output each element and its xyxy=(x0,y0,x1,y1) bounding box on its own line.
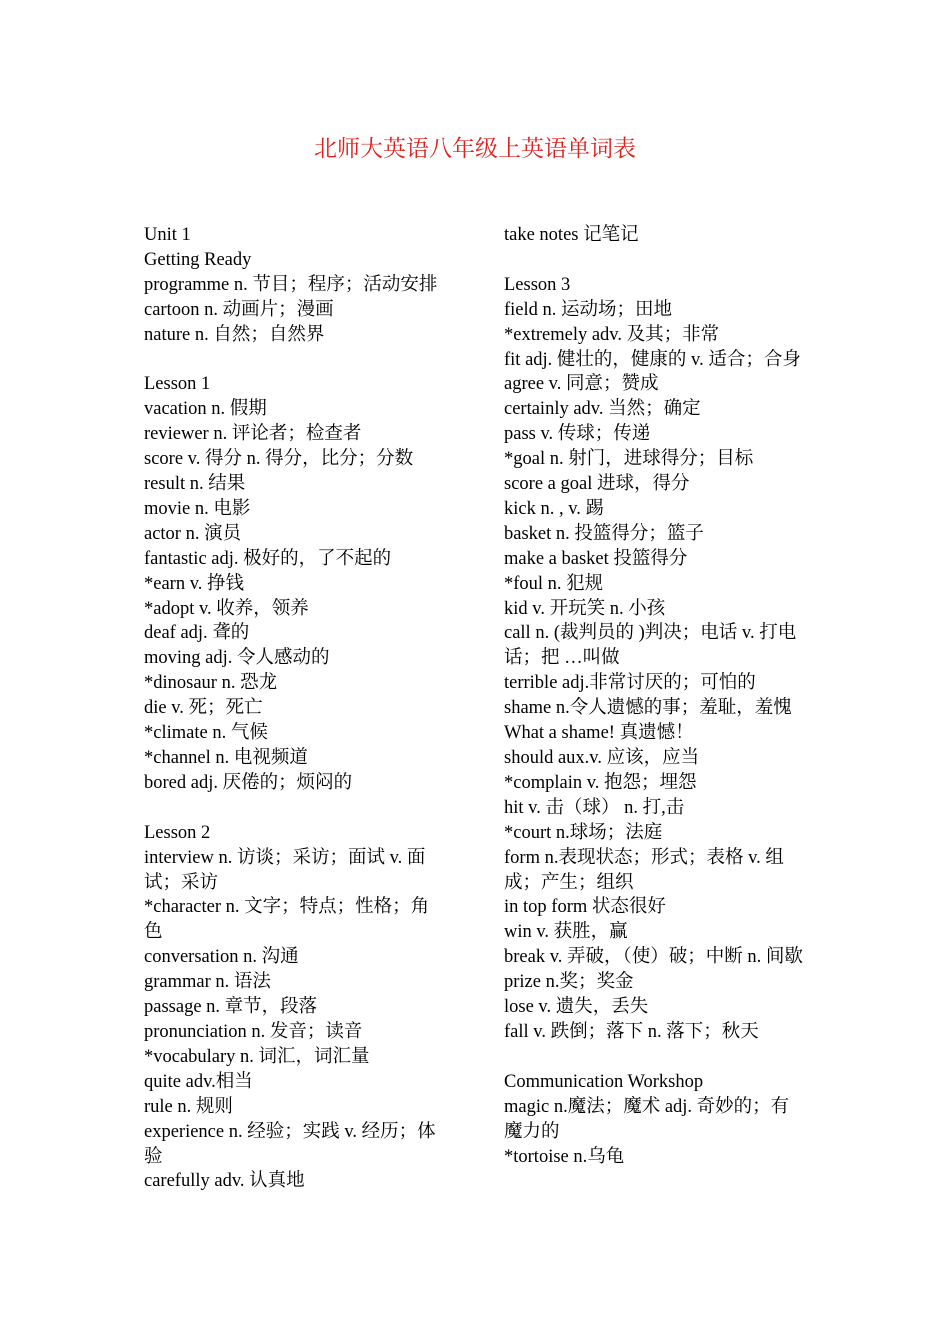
blank-line xyxy=(504,1045,804,1070)
word-entry: Getting Ready xyxy=(144,249,252,270)
word-entry: fit adj. 健壮的，健康的 v. 适合；合身 xyxy=(504,349,801,370)
blank-line xyxy=(144,796,444,821)
word-entry: Lesson 3 xyxy=(504,274,571,295)
word-entry: fall v. 跌倒；落下 n. 落下；秋天 xyxy=(504,1021,759,1042)
word-entry: form n.表现状态；形式；表格 v. 组成；产生；组织 xyxy=(504,847,784,893)
word-entry: take notes 记笔记 xyxy=(504,225,639,245)
word-entry: *extremely adv. 及其；非常 xyxy=(504,324,720,345)
word-entry: nature n. 自然；自然界 xyxy=(144,324,325,345)
word-entry: Unit 1 xyxy=(144,225,191,245)
word-entry: What a shame! 真遗憾！ xyxy=(504,723,694,744)
word-entry: *court n.球场；法庭 xyxy=(504,822,663,843)
word-entry: *climate n. 气候 xyxy=(144,723,268,744)
blank-line xyxy=(144,348,444,373)
word-entry: *dinosaur n. 恐龙 xyxy=(144,673,278,694)
word-entry: lose v. 遗失，丢失 xyxy=(504,997,649,1018)
word-entry: interview n. 访谈；采访；面试 v. 面试；采访 xyxy=(144,847,426,893)
word-entry: die v. 死；死亡 xyxy=(144,698,263,719)
word-entry: *adopt v. 收养，领养 xyxy=(144,598,309,619)
word-entry: conversation n. 沟通 xyxy=(144,947,299,968)
word-entry: call n. (裁判员的 )判决；电话 v. 打电话；把 …叫做 xyxy=(504,623,797,669)
word-entry: vacation n. 假期 xyxy=(144,399,267,420)
page-title: 北师大英语八年级上英语单词表 xyxy=(314,136,636,161)
word-entry: make a basket 投篮得分 xyxy=(504,548,688,569)
word-entry: fantastic adj. 极好的，了不起的 xyxy=(144,548,392,569)
word-entry: kick n. , v. 踢 xyxy=(504,498,605,519)
word-entry: *earn v. 挣钱 xyxy=(144,573,245,594)
word-entry: bored adj. 厌倦的；烦闷的 xyxy=(144,772,353,793)
word-entry: moving adj. 令人感动的 xyxy=(144,648,330,669)
word-entry: prize n.奖；奖金 xyxy=(504,972,634,993)
word-entry: rule n. 规则 xyxy=(144,1096,233,1117)
word-entry: terrible adj.非常讨厌的；可怕的 xyxy=(504,673,756,694)
word-entry: actor n. 演员 xyxy=(144,523,242,544)
blank-line xyxy=(504,248,804,273)
word-entry: pronunciation n. 发音；读音 xyxy=(144,1021,363,1042)
word-entry: *goal n. 射门，进球得分；目标 xyxy=(504,449,754,470)
word-entry: field n. 运动场；田地 xyxy=(504,299,673,320)
word-entry: *character n. 文字；特点；性格；角色 xyxy=(144,897,430,943)
word-entry: kid v. 开玩笑 n. 小孩 xyxy=(504,598,666,619)
word-entry: *complain v. 抱怨；埋怨 xyxy=(504,772,697,793)
word-entry: agree v. 同意；赞成 xyxy=(504,374,659,395)
word-entry: break v. 弄破，（使）破；中断 n. 间歇 xyxy=(504,947,803,968)
word-entry: experience n. 经验；实践 v. 经历；体验 xyxy=(144,1121,436,1167)
word-entry: magic n.魔法；魔术 adj. 奇妙的；有魔力的 xyxy=(504,1096,790,1142)
word-entry: result n. 结果 xyxy=(144,474,246,495)
word-entry: *vocabulary n. 词汇，词汇量 xyxy=(144,1046,370,1067)
word-entry: hit v. 击（球） n. 打,击 xyxy=(504,797,685,818)
word-entry: cartoon n. 动画片；漫画 xyxy=(144,299,334,320)
word-entry: carefully adv. 认真地 xyxy=(144,1171,305,1192)
word-entry: deaf adj. 聋的 xyxy=(144,623,250,644)
word-entry: basket n. 投篮得分；篮子 xyxy=(504,523,704,544)
word-entry: Communication Workshop xyxy=(504,1071,704,1092)
word-entry: quite adv.相当 xyxy=(144,1071,253,1092)
word-entry: Lesson 1 xyxy=(144,374,211,395)
word-entry: certainly adv. 当然；确定 xyxy=(504,399,701,420)
word-entry: *channel n. 电视频道 xyxy=(144,748,308,769)
word-entry: score v. 得分 n. 得分，比分；分数 xyxy=(144,449,414,470)
word-entry: win v. 获胜，赢 xyxy=(504,922,628,943)
word-entry: should aux.v. 应该，应当 xyxy=(504,748,700,769)
word-entry: *foul n. 犯规 xyxy=(504,573,604,594)
word-entry: shame n.令人遗憾的事；羞耻，羞愧 xyxy=(504,698,792,719)
word-entry: score a goal 进球，得分 xyxy=(504,474,690,495)
word-entry: grammar n. 语法 xyxy=(144,972,271,993)
word-list-right-column xyxy=(504,223,804,1169)
word-entry: movie n. 电影 xyxy=(144,498,251,519)
word-entry: reviewer n. 评论者；检查者 xyxy=(144,424,362,445)
word-entry: programme n. 节目；程序；活动安排 xyxy=(144,274,438,295)
word-list-left-column xyxy=(144,223,444,1194)
word-entry: Lesson 2 xyxy=(144,822,211,843)
word-entry: in top form 状态很好 xyxy=(504,897,666,918)
word-entry: *tortoise n.乌龟 xyxy=(504,1146,625,1167)
word-entry: passage n. 章节，段落 xyxy=(144,997,318,1018)
word-entry: pass v. 传球；传递 xyxy=(504,424,651,445)
